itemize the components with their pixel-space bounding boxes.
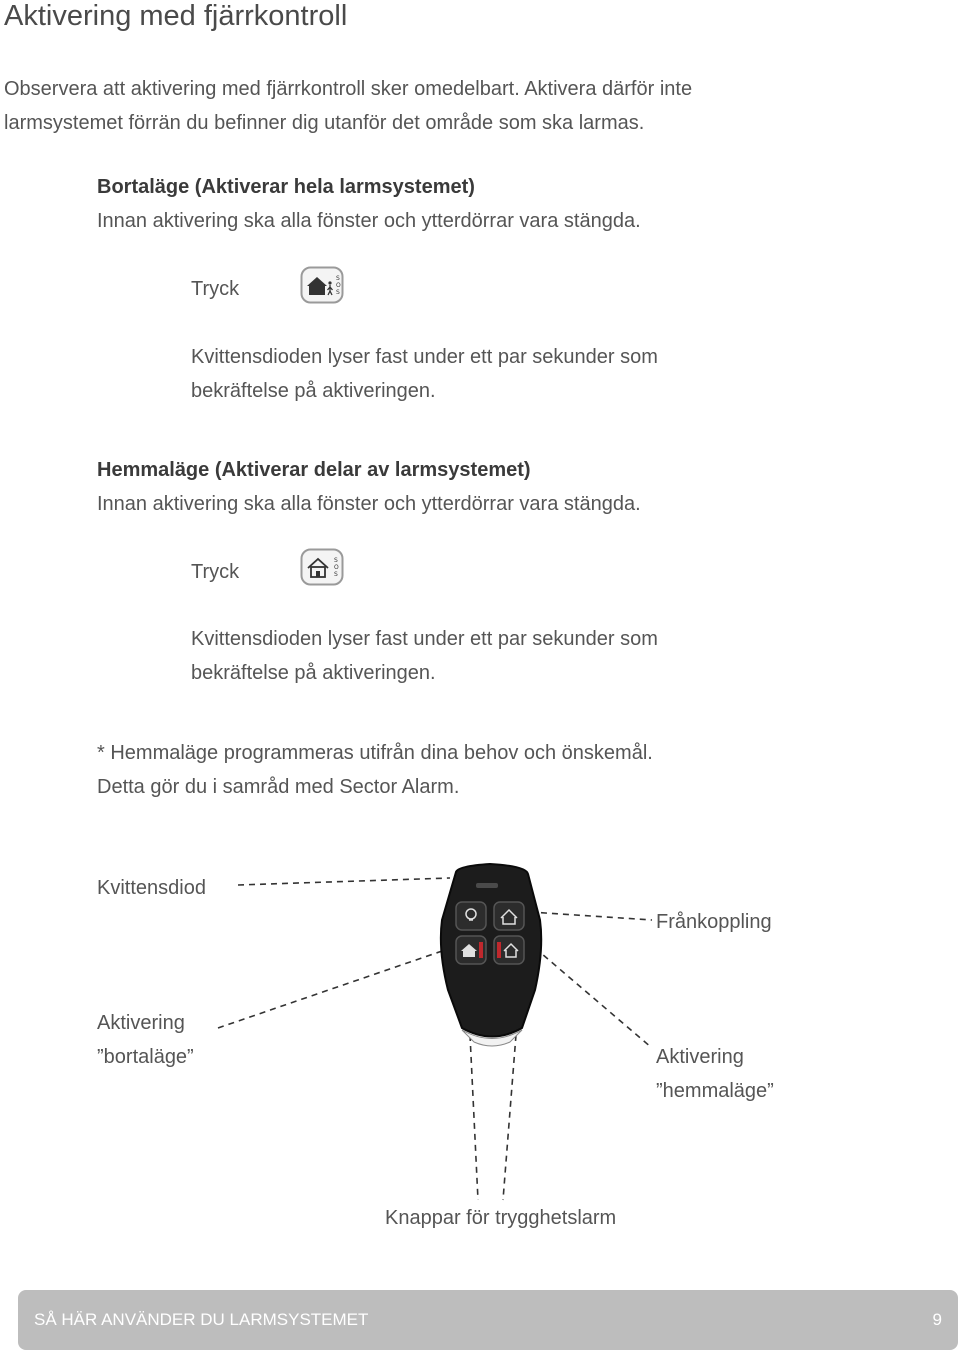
disarm-leader-line — [530, 912, 652, 920]
intro-paragraph — [4, 72, 692, 140]
home-confirm-line-1: Kvittensdioden lyser fast under ett par sekunder som — [191, 628, 658, 650]
panic-buttons-label: Knappar för trygghetslarm — [385, 1207, 617, 1229]
remote-control-image — [441, 864, 541, 1046]
led-label: Kvittensdiod — [97, 877, 206, 899]
disarm-key — [456, 902, 486, 930]
svg-text:S: S — [334, 557, 338, 564]
away-confirm-line-1: Kvittensdioden lyser fast under ett par sekunder som — [191, 346, 658, 368]
home-mode-key-icon — [300, 548, 344, 586]
home-mode-heading: Hemmaläge (Aktiverar delar av larmsystemet) — [97, 459, 531, 481]
away-label-line-2: ”bortaläge” — [97, 1046, 194, 1068]
home-confirm-line-2: bekräftelse på aktiveringen. — [191, 662, 436, 684]
away-press-label: Tryck — [191, 278, 240, 300]
away-leader-line — [218, 950, 445, 1028]
intro-line-1: Observera att aktivering med fjärrkontroll sker omedelbart. Aktivera därför inte — [4, 78, 693, 100]
home-label-line-2: ”hemmaläge” — [656, 1080, 774, 1102]
page-title: Aktivering med fjärrkontroll — [4, 0, 348, 32]
away-confirm-line-2: bekräftelse på aktiveringen. — [191, 380, 436, 402]
home-press-label: Tryck — [191, 561, 240, 583]
page-number: 9 — [932, 1310, 942, 1329]
disarm-label: Frånkoppling — [656, 911, 772, 933]
note-line-2: Detta gör du i samråd med Sector Alarm. — [97, 776, 460, 798]
panic-leader-line-left — [470, 1035, 478, 1200]
home-confirmation — [191, 622, 658, 690]
panic-leader-line-right — [503, 1035, 516, 1200]
home-mode-instruction: Innan aktivering ska alla fönster och ytterdörrar vara stängda. — [97, 493, 641, 515]
home-label-line-1: Aktivering — [656, 1046, 744, 1068]
note-line-1: * Hemmaläge programmeras utifrån dina behov och önskemål. — [97, 742, 653, 764]
svg-text:S: S — [336, 275, 340, 282]
home-mode-note — [97, 736, 653, 804]
svg-text:O: O — [334, 564, 339, 571]
led-indicator — [476, 883, 498, 888]
home-activation-label — [656, 1040, 774, 1108]
page-footer — [18, 1290, 958, 1350]
intro-line-2: larmsystemet förrän du befinner dig utanför det område som ska larmas. — [4, 112, 645, 134]
svg-text:S: S — [334, 571, 338, 578]
away-mode-instruction: Innan aktivering ska alla fönster och ytterdörrar vara stängda. — [97, 210, 641, 232]
led-leader-line — [238, 878, 450, 885]
home-key-top — [494, 902, 524, 930]
away-mode-heading: Bortaläge (Aktiverar hela larmsystemet) — [97, 176, 475, 198]
away-label-line-1: Aktivering — [97, 1012, 185, 1034]
svg-text:O: O — [336, 282, 341, 289]
svg-text:S: S — [336, 289, 340, 296]
away-mode-key-icon — [300, 266, 344, 304]
leader-lines — [218, 878, 652, 1200]
footer-section-title: SÅ HÄR ANVÄNDER DU LARMSYSTEMET — [34, 1310, 369, 1329]
away-confirmation — [191, 340, 658, 408]
home-leader-line — [535, 948, 652, 1048]
away-activation-label — [97, 1006, 194, 1074]
